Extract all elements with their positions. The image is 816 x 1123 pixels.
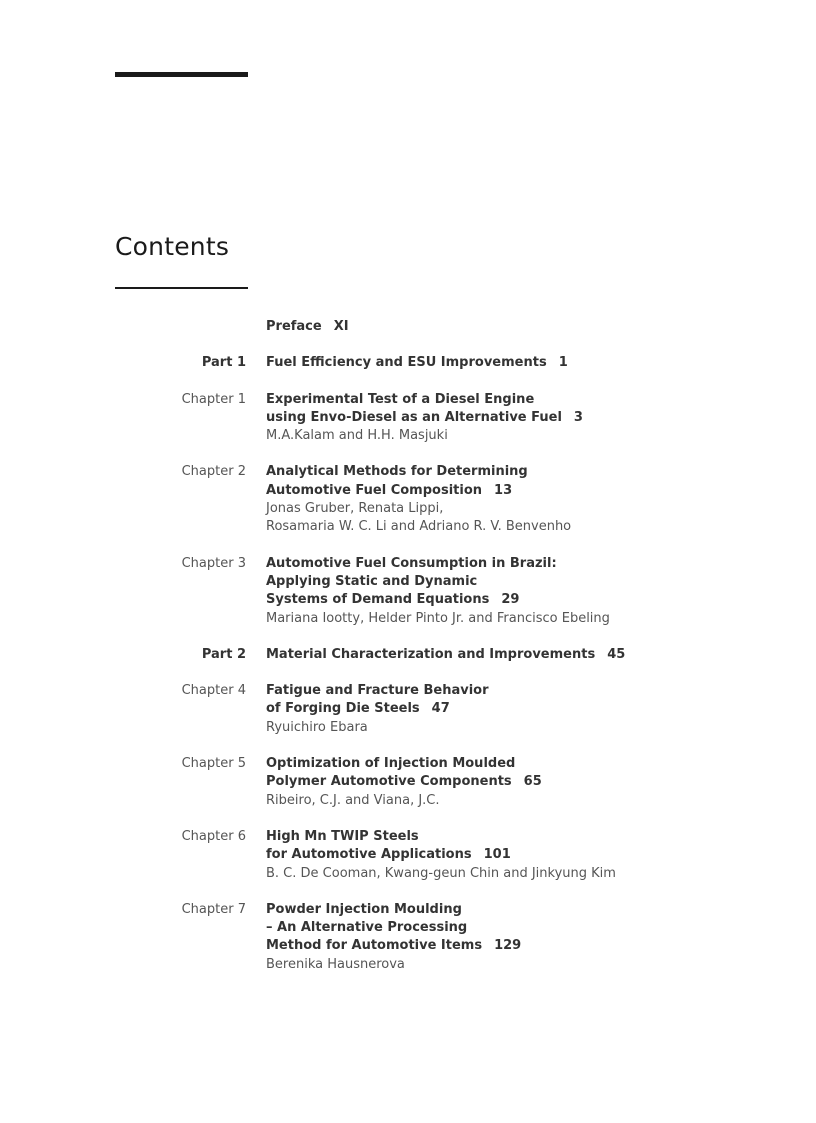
toc-entry-chapter-5[interactable] (0, 755, 816, 810)
entry-authors: Berenika Hausnerova (266, 956, 405, 972)
toc-entry-chapter-7[interactable] (0, 901, 816, 974)
chapter-label: Chapter 3 (181, 555, 246, 571)
toc-entry-chapter-6[interactable] (0, 828, 816, 883)
page-number: 45 (607, 646, 626, 662)
page-number: 29 (501, 592, 520, 608)
page-number: XI (333, 319, 349, 334)
entry-title-line: using Envo-Diesel as an Alternative Fuel 3 (266, 409, 583, 425)
title-rule (115, 287, 248, 289)
entry-title-line: Applying Static and Dynamic (266, 573, 478, 589)
page-title: Contents (115, 232, 230, 261)
page-number: 65 (523, 774, 542, 790)
page-number: 47 (431, 701, 450, 717)
entry-authors: Ryuichiro Ebara (266, 719, 368, 735)
entry-authors: M.A.Kalam and H.H. Masjuki (266, 428, 448, 444)
entry-title-line: Fuel Efficiency and ESU Improvements 1 (266, 355, 568, 371)
chapter-label: Chapter 6 (181, 828, 246, 844)
toc-entry-preface[interactable] (0, 318, 816, 336)
entry-title-line: – An Alternative Processing (266, 920, 468, 936)
chapter-label: Chapter 4 (181, 683, 246, 699)
entry-title-line: Powder Injection Moulding (266, 901, 462, 917)
entry-title-line: Fatigue and Fracture Behavior (266, 683, 489, 699)
entry-title-line: Systems of Demand Equations 29 (266, 592, 520, 608)
page-number: 129 (494, 938, 522, 954)
entry-title-line: Preface XI (266, 319, 349, 334)
entry-title-line: Polymer Automotive Components 65 (266, 774, 542, 790)
entry-title-line: Method for Automotive Items 129 (266, 938, 522, 954)
chapter-label: Chapter 2 (181, 464, 246, 480)
toc-entry-part-1[interactable] (0, 354, 816, 372)
entry-title-line: of Forging Die Steels 47 (266, 701, 450, 717)
part-label: Part 1 (201, 355, 246, 371)
chapter-label: Chapter 5 (181, 756, 246, 772)
toc-entry-chapter-4[interactable] (0, 682, 816, 737)
toc-entry-chapter-3[interactable] (0, 555, 816, 628)
toc-entry-chapter-1[interactable] (0, 391, 816, 446)
entry-authors: B. C. De Cooman, Kwang-geun Chin and Jinkyung Kim (266, 865, 616, 881)
page-number: 101 (483, 847, 511, 863)
entry-title-line: Analytical Methods for Determining (266, 464, 528, 480)
entry-authors: Ribeiro, C.J. and Viana, J.C. (266, 792, 440, 808)
entry-authors: Jonas Gruber, Renata Lippi, (266, 501, 444, 517)
entry-title-line: Material Characterization and Improvements 45 (266, 646, 626, 662)
chapter-label: Chapter 7 (181, 901, 246, 917)
toc-entry-chapter-2[interactable] (0, 463, 816, 536)
top-rule (115, 72, 248, 77)
entry-title-line: Automotive Fuel Composition 13 (266, 482, 513, 498)
entry-title-line: High Mn TWIP Steels (266, 828, 419, 844)
entry-title-line: for Automotive Applications 101 (266, 847, 511, 863)
chapter-label: Chapter 1 (181, 391, 246, 407)
page-number: 13 (494, 482, 513, 498)
toc-entry-part-2[interactable] (0, 646, 816, 664)
entry-title-line: Optimization of Injection Moulded (266, 756, 516, 772)
entry-authors: Mariana Iootty, Helder Pinto Jr. and Francisco Ebeling (266, 610, 610, 626)
entry-title-line: Automotive Fuel Consumption in Brazil: (266, 555, 557, 571)
entry-authors: Rosamaria W. C. Li and Adriano R. V. Benvenho (266, 519, 572, 535)
entry-title-line: Experimental Test of a Diesel Engine (266, 391, 535, 407)
part-label: Part 2 (201, 646, 246, 662)
page-number: 1 (558, 355, 568, 371)
table-of-contents (0, 318, 816, 992)
page-number: 3 (573, 409, 583, 425)
